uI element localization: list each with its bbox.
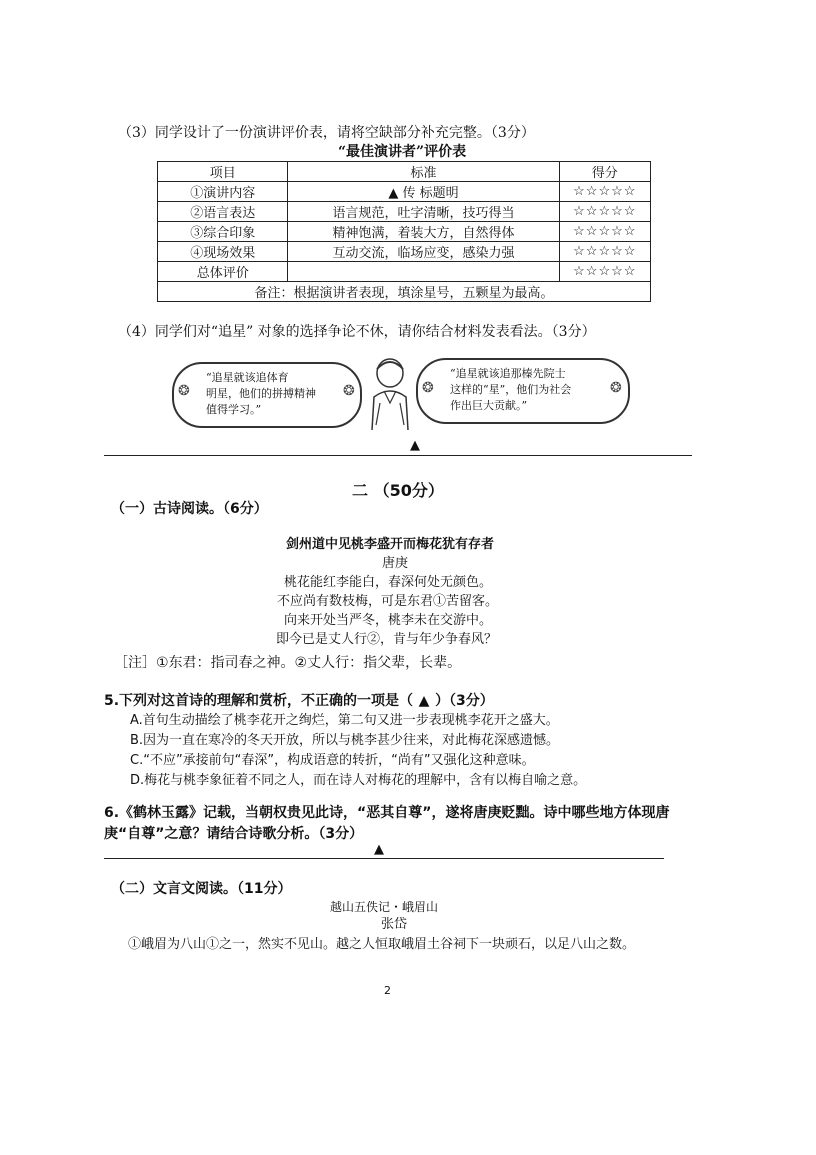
q4-prompt: （4）同学们对“追星” 对象的选择争论不休，请你结合材料发表看法。（3分） <box>118 324 596 340</box>
page-number: 2 <box>384 984 391 997</box>
poem-section-heading: （一）古诗阅读。（6分） <box>111 501 268 517</box>
row-item: ③综合印象 <box>158 222 288 242</box>
q6-line-2: 庚“自尊”之意？请结合诗歌分析。（3分） <box>104 826 364 842</box>
classical-section-heading: （二）文言文阅读。（11分） <box>111 881 292 897</box>
row-item: ②语言表达 <box>158 202 288 222</box>
poem-line: 桃花能红李能白，春深何处无颜色。 <box>284 575 493 590</box>
section-title: 二 （50分） <box>352 481 444 500</box>
answer-mark: ▲ <box>410 438 420 453</box>
swirl-icon: ❂ <box>422 380 434 396</box>
row-standard: 互动交流，临场应变，感染力强 <box>288 242 559 262</box>
right-speech-bubble <box>416 358 630 424</box>
q5-stem-text: 5.下列对这首诗的理解和赏析，不正确的一项是（ <box>104 693 414 709</box>
table-row <box>158 262 651 282</box>
q5-stem-end: ）（3分） <box>435 693 494 709</box>
row-score-stars: ☆☆☆☆☆ <box>559 242 650 262</box>
header-item: 项目 <box>158 162 288 182</box>
swirl-icon: ❂ <box>610 380 622 396</box>
q5-option-a: A.首句生动描绘了桃李花开之绚烂，第二句又进一步表现桃李花开之盛大。 <box>130 713 559 728</box>
q3-prompt: （3）同学设计了一份演讲评价表，请将空缺部分补充完整。（3分） <box>118 125 535 141</box>
right-bubble-line: “追星就该追那榛先院士 <box>450 367 566 380</box>
table-row <box>158 222 651 242</box>
table-row <box>158 202 651 222</box>
q5-stem <box>104 692 494 710</box>
poem-author: 唐庚 <box>382 556 409 571</box>
swirl-icon: ❂ <box>178 383 190 399</box>
row-standard: 精神饱满，着装大方，自然得体 <box>288 222 559 242</box>
table-title: “最佳演讲者”评价表 <box>338 144 467 160</box>
left-bubble-line: 明星，他们的拼搏精神 <box>206 387 316 400</box>
row-score-stars: ☆☆☆☆☆ <box>559 222 650 242</box>
left-bubble-line: “追星就该追体育 <box>206 371 289 384</box>
table-row <box>158 242 651 262</box>
row-item: 总体评价 <box>158 262 288 282</box>
table-note-row <box>158 282 651 302</box>
classical-author: 张岱 <box>381 917 408 932</box>
row-score-stars: ☆☆☆☆☆ <box>559 182 650 202</box>
row-standard <box>288 262 559 282</box>
row-score-stars: ☆☆☆☆☆ <box>559 202 650 222</box>
poem-line: 不应尚有数枝梅，可是东君①苦留客。 <box>277 594 499 609</box>
answer-mark: ▲ <box>374 842 384 857</box>
header-score: 得分 <box>559 162 650 182</box>
evaluation-table <box>157 161 651 302</box>
row-score-stars: ☆☆☆☆☆ <box>559 262 650 282</box>
table-row <box>158 182 651 202</box>
swirl-icon: ❂ <box>343 383 355 399</box>
row-standard-blank: ▲ 传 标题明 <box>288 182 559 202</box>
table-header-row <box>158 162 651 182</box>
q5-answer-mark: ▲ <box>418 693 430 709</box>
answer-line <box>104 858 664 859</box>
poem-title: 剑州道中见桃李盛开而梅花犹有存者 <box>286 537 495 552</box>
classical-title: 越山五佚记・峨眉山 <box>330 900 439 914</box>
right-bubble-line: 这样的“星”，他们为社会 <box>450 383 572 396</box>
right-bubble-line: 作出巨大贡献。” <box>450 399 528 412</box>
table-note: 备注：根据演讲者表现，填涂星号，五颗星为最高。 <box>158 282 651 302</box>
classical-first-line: ①峨眉为八山①之一，然实不见山。越之人恒取峨眉土谷祠下一块顽石，以足八山之数。 <box>128 937 636 952</box>
person-illustration-icon <box>362 355 418 430</box>
row-item: ①演讲内容 <box>158 182 288 202</box>
poem-line: 即今已是丈人行②，肯与年少争春风？ <box>276 632 498 647</box>
q5-option-d: D.梅花与桃李象征着不同之人，而在诗人对梅花的理解中，含有以梅自喻之意。 <box>130 773 587 788</box>
q5-option-c: C.“不应”承接前句“春深”，构成语意的转折，“尚有”又强化这种意味。 <box>130 753 535 768</box>
left-bubble-line: 值得学习。” <box>206 403 262 416</box>
poem-notes: ［注］①东君：指司春之神。②丈人行：指父辈，长辈。 <box>114 655 462 671</box>
answer-line <box>104 455 692 456</box>
row-standard: 语言规范，吐字清晰，技巧得当 <box>288 202 559 222</box>
header-standard: 标准 <box>288 162 559 182</box>
q6-line-1: 6.《鹤林玉露》记载，当朝权贵见此诗，“恶其自尊”，遂将唐庚贬黜。诗中哪些地方体现唐 <box>104 805 670 821</box>
row-item: ④现场效果 <box>158 242 288 262</box>
left-speech-bubble <box>172 362 362 428</box>
poem-line: 向来开处当严冬，桃李未在交游中。 <box>284 613 493 628</box>
q5-option-b: B.因为一直在寒冷的冬天开放，所以与桃李甚少往来，对此梅花深感遗憾。 <box>130 733 560 748</box>
